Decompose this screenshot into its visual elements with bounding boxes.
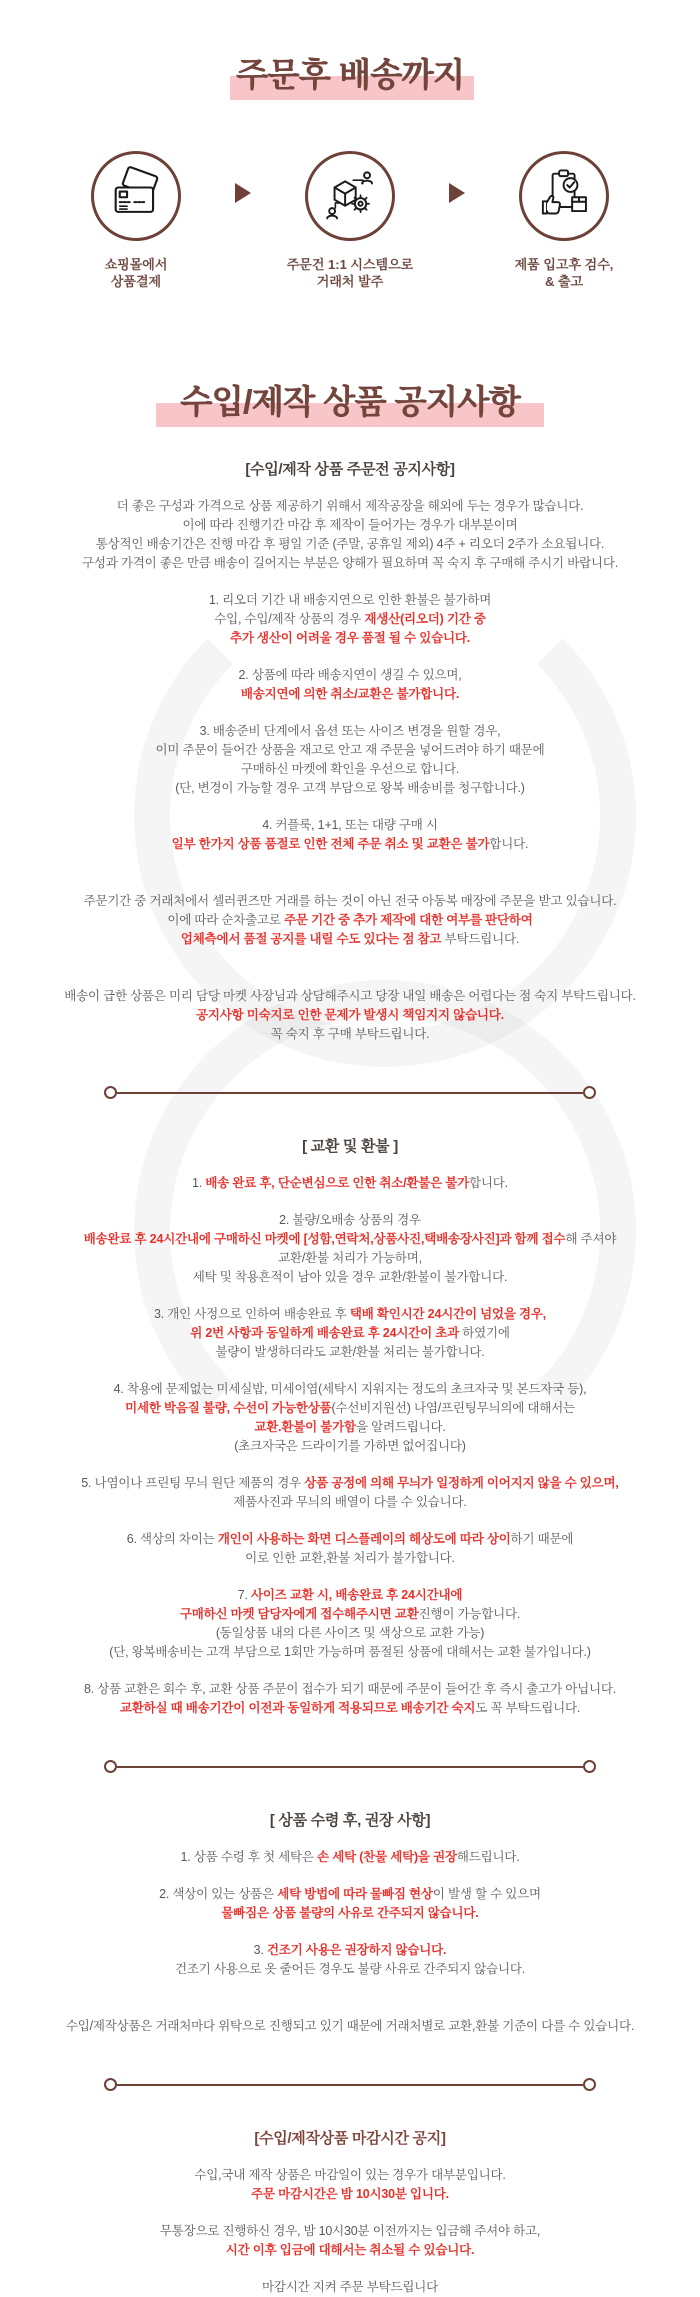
- notice-line: [30, 2278, 670, 2297]
- notice-line: [30, 685, 670, 704]
- arrow-right-icon: [235, 183, 251, 203]
- notice-line: [30, 722, 670, 741]
- arrow-right-icon: [449, 183, 465, 203]
- section-heading: [ 상품 수령 후, 권장 사항]: [269, 1812, 431, 1829]
- text-segment: 2. 불량/오배송 상품의 경우: [279, 1213, 421, 1227]
- notice-line: [30, 2185, 670, 2204]
- text-segment: 이에 따라 진행기간 마감 후 제작이 들어가는 경우가 대부분이며: [182, 518, 518, 532]
- text-segment: 세탁 및 착용흔적이 남아 있을 경우 교환/환불이 불가합니다.: [192, 1270, 508, 1284]
- text-segment: 수입, 수입/제작 상품의 경우: [214, 612, 365, 626]
- text-segment: 개인이 사용하는 화면 디스플레이의 해상도에 따라 상이: [217, 1532, 511, 1546]
- text-segment: 을 알려드립니다.: [355, 1420, 446, 1434]
- text-segment: 교환.환불이 불가함: [254, 1420, 356, 1434]
- text-segment: 해드립니다.: [456, 1850, 520, 1864]
- text-segment: (수선비지원선) 나염/프린팅무늬의에 대해서는: [331, 1401, 575, 1415]
- notice-paragraph: [30, 816, 670, 854]
- text-segment: 6. 색상의 차이는: [126, 1532, 218, 1546]
- notice-paragraph: [30, 1530, 670, 1568]
- text-segment: 마감시간 지켜 주문 부탁드립니다: [261, 2280, 439, 2294]
- text-segment: 세탁 방법에 따라 물빠짐 현상: [277, 1887, 433, 1901]
- text-segment: 배송지연에 의한 취소/교환은 불가합니다.: [240, 687, 460, 701]
- text-segment: 재생산(리오더) 기간 중: [364, 612, 486, 626]
- notice-line: [30, 535, 670, 554]
- text-segment: 더 좋은 구성과 가격으로 상품 제공하기 위해서 제작공장을 해외에 두는 경우가 많습니다.: [116, 499, 584, 513]
- notice-section: [0, 458, 700, 1044]
- notice-line: [30, 1624, 670, 1643]
- divider-line: [117, 2084, 583, 2086]
- step-caption-line: 상품결제: [110, 274, 162, 289]
- notice-line: [30, 1493, 670, 1512]
- notice-line: [30, 911, 670, 930]
- section-heading: [ 교환 및 환불 ]: [302, 1138, 398, 1155]
- notice-line: [30, 1437, 670, 1456]
- notice-line: [30, 816, 670, 835]
- notice-line: [30, 516, 670, 535]
- notice-line: [30, 1399, 670, 1418]
- text-segment: 8. 상품 교환은 회수 후, 교환 상품 주문이 접수가 되기 때문에 주문이 들어간 후 즉시 출고가 아닙니다.: [83, 1682, 617, 1696]
- step-circle: [91, 151, 181, 241]
- section-divider: [104, 2078, 596, 2091]
- text-segment: 1. 상품 수령 후 첫 세탁은: [180, 1850, 318, 1864]
- notice-line: [30, 987, 670, 1006]
- notice-paragraph: [30, 1885, 670, 1923]
- text-segment: 1.: [192, 1176, 206, 1190]
- text-segment: 1. 리오더 기간 내 배송지연으로 인한 환불은 불가하며: [208, 593, 492, 607]
- notice-line: [30, 1249, 670, 1268]
- text-segment: 주문 마감시간은 밤 10시30분 입니다.: [251, 2187, 449, 2201]
- divider-ring-left: [104, 1086, 117, 1099]
- credit-card-icon: [110, 168, 162, 225]
- notice-paragraph: [30, 2222, 670, 2260]
- text-segment: 배송이 급한 상품은 미리 담당 마켓 사장님과 상담해주시고 당장 내일 배송은 어렵다는 점 숙지 부탁드립니다.: [64, 989, 636, 1003]
- notice-paragraph: [30, 1848, 670, 1867]
- notice-paragraph: [30, 1211, 670, 1287]
- notice-line: [30, 1380, 670, 1399]
- text-segment: 사이즈 교환 시, 배송완료 후 24시간내에: [251, 1588, 463, 1602]
- text-segment: 주문 기간 중 추가 제작에 대한 여부를 판단하여: [284, 913, 533, 927]
- page-title-import-notice: [180, 382, 520, 422]
- text-segment: (단, 변경이 가능할 경우 고객 부담으로 왕복 배송비를 청구합니다.): [175, 781, 525, 795]
- text-segment: 불량이 발생하더라도 교환/환불 처리는 불가합니다.: [215, 1345, 485, 1359]
- notice-paragraph: [30, 2278, 670, 2297]
- notice-line: [30, 1418, 670, 1437]
- text-segment: 시간 이후 입금에 대해서는 취소될 수 있습니다.: [225, 2243, 475, 2257]
- notice-line: [30, 610, 670, 629]
- text-segment: 추가 생산이 어려울 경우 품절 될 수 있습니다.: [230, 631, 470, 645]
- divider-ring-left: [104, 2078, 117, 2091]
- text-segment: 이 발생 할 수 있으며: [432, 1887, 541, 1901]
- text-segment: 2. 색상이 있는 상품은: [159, 1887, 278, 1901]
- divider-line: [117, 1092, 583, 1094]
- notice-line: [30, 554, 670, 573]
- notice-line: [30, 1885, 670, 1904]
- notice-line: [30, 892, 670, 911]
- text-segment: 제품사진과 무늬의 배열이 다를 수 있습니다.: [233, 1495, 467, 1509]
- notice-paragraph: [30, 666, 670, 704]
- notice-section: [0, 1809, 700, 2036]
- page-title-order-to-delivery: [236, 55, 464, 95]
- notice-line: [30, 1211, 670, 1230]
- notice-line: [30, 1643, 670, 1662]
- text-segment: 일부 한가지 상품 품절로 인한 전체 주문 취소 및 교환은 불가: [171, 837, 490, 851]
- notice-section: [0, 2127, 700, 2297]
- order-process-steps: [0, 151, 700, 290]
- section-divider: [104, 1760, 596, 1773]
- text-segment: 합니다.: [469, 1176, 508, 1190]
- step-caption-line: 제품 입고후 검수,: [514, 257, 614, 272]
- notice-line: [30, 1904, 670, 1923]
- notice-line: [30, 760, 670, 779]
- notice-sections: [0, 458, 700, 2297]
- text-segment: 3.: [253, 1943, 267, 1957]
- text-segment: 이에 따라 순차출고로: [167, 913, 285, 927]
- notice-line: [30, 835, 670, 854]
- section-divider: [104, 1086, 596, 1099]
- step-caption-line: 쇼핑몰에서: [104, 257, 168, 272]
- notice-paragraph: [30, 892, 670, 949]
- step-circle: [305, 151, 395, 241]
- notice-paragraph: [30, 1941, 670, 1979]
- notice-section: [0, 1135, 700, 1718]
- step-caption-line: 주문건 1:1 시스템으로: [286, 257, 414, 272]
- order-system-icon: [324, 168, 376, 225]
- divider-ring-right: [583, 2078, 596, 2091]
- text-segment: (동일상품 내의 다른 사이즈 및 색상으로 교환 가능): [215, 1626, 485, 1640]
- step-circle: [519, 151, 609, 241]
- text-segment: 교환하실 때 배송기간이 이전과 동일하게 적용되므로 배송기간 숙지: [119, 1701, 476, 1715]
- notice-line: [30, 1549, 670, 1568]
- step-caption-line: 거래처 발주: [316, 274, 384, 289]
- text-segment: 2. 상품에 따라 배송지연이 생길 수 있으며,: [238, 668, 462, 682]
- notice-line: [30, 1680, 670, 1699]
- step-payment: [47, 151, 225, 290]
- notice-line: [30, 2241, 670, 2260]
- notice-paragraph: [30, 1305, 670, 1362]
- notice-paragraph: [30, 1474, 670, 1512]
- notice-line: [30, 1006, 670, 1025]
- page-title-text: 주문후 배송까지: [235, 56, 465, 93]
- notice-line: [30, 1941, 670, 1960]
- notice-line: [30, 1324, 670, 1343]
- text-segment: 미세한 박음질 불량, 수선이 가능한상품: [125, 1401, 332, 1415]
- notice-paragraph: [30, 1680, 670, 1718]
- section-heading: [수입/제작상품 마감시간 공지]: [254, 2130, 446, 2147]
- text-segment: 하였기에: [459, 1326, 510, 1340]
- divider-ring-left: [104, 1760, 117, 1773]
- text-segment: 주문기간 중 거래처에서 셀러퀸즈만 거래를 하는 것이 아닌 전국 아동복 매장에 주문을 받고 있습니다.: [83, 894, 617, 908]
- notice-paragraph: [30, 591, 670, 648]
- notice-paragraph: [30, 1174, 670, 1193]
- notice-paragraph: [30, 497, 670, 573]
- notice-line: [30, 930, 670, 949]
- text-segment: 수입,국내 제작 상품은 마감일이 있는 경우가 대부분입니다.: [194, 2168, 506, 2182]
- text-segment: 통상적인 배송기간은 진행 마감 후 평일 기준 (주말, 공휴일 제외) 4주 + 리오더 2주가 소요됩니다.: [95, 537, 605, 551]
- text-segment: (초크자국은 드라이기를 가하면 없어집니다): [234, 1439, 466, 1453]
- text-segment: 무통장으로 진행하신 경우, 밤 10시30분 이전까지는 입금해 주셔야 하고,: [159, 2224, 541, 2238]
- notice-line: [30, 1474, 670, 1493]
- notice-line: [30, 497, 670, 516]
- divider-line: [117, 1766, 583, 1768]
- step-caption: [287, 256, 413, 290]
- text-segment: 구성과 가격이 좋은 만큼 배송이 길어지는 부분은 양해가 필요하며 꼭 숙지 후 구매해 주시기 바랍니다.: [82, 556, 618, 570]
- notice-paragraph: [30, 2166, 670, 2204]
- notice-line: [30, 1025, 670, 1044]
- text-segment: 5. 나염이나 프린팅 무늬 원단 제품의 경우: [81, 1476, 305, 1490]
- text-segment: 배송 완료 후, 단순변심으로 인한 취소/환불은 불가: [205, 1176, 470, 1190]
- text-segment: 건조기 사용으로 옷 줄어든 경우도 불량 사유로 간주되지 않습니다.: [174, 1962, 526, 1976]
- step-caption: [105, 256, 168, 290]
- text-segment: 4. 커플룩, 1+1, 또는 대량 구매 시: [262, 818, 438, 832]
- step-order-system: [261, 151, 439, 290]
- notice-paragraph: [30, 1586, 670, 1662]
- inspect-ship-icon: [538, 168, 590, 225]
- notice-paragraph: [30, 987, 670, 1044]
- notice-line: [30, 591, 670, 610]
- notice-line: [30, 666, 670, 685]
- notice-title-wrap: [0, 382, 700, 422]
- text-segment: 교환/환불 처리가 가능하며,: [278, 1251, 422, 1265]
- notice-paragraph: [30, 2017, 670, 2036]
- text-segment: 손 세탁 (찬물 세탁)을 권장: [317, 1850, 457, 1864]
- notice-line: [30, 2166, 670, 2185]
- text-segment: 위 2번 사항과 동일하게 배송완료 후 24시간이 초과: [190, 1326, 459, 1340]
- text-segment: (단, 왕복배송비는 고객 부담으로 1회만 가능하며 품절된 상품에 대해서는 교환 불가입니다.): [109, 1645, 591, 1659]
- text-segment: 상품 공정에 의해 무늬가 일정하게 이어지지 않을 수 있으며,: [304, 1476, 619, 1490]
- text-segment: 수입/제작상품은 거래처마다 위탁으로 진행되고 있기 때문에 거래처별로 교환,환불 기준이 다를 수 있습니다.: [65, 2019, 635, 2033]
- notice-line: [30, 1530, 670, 1549]
- step-caption-line: & 출고: [544, 274, 584, 289]
- text-segment: 이미 주문이 들어간 상품을 재고로 안고 재 주문을 넣어드려야 하기 때문에: [155, 743, 545, 757]
- text-segment: 꼭 숙지 후 구매 부탁드립니다.: [270, 1027, 430, 1041]
- text-segment: 이로 인한 교환,환불 처리가 불가합니다.: [245, 1551, 455, 1565]
- notice-line: [30, 1230, 670, 1249]
- notice-line: [30, 1268, 670, 1287]
- notice-line: [30, 1343, 670, 1362]
- text-segment: 3. 배송준비 단계에서 옵션 또는 사이즈 변경을 원할 경우,: [199, 724, 501, 738]
- notice-line: [30, 1699, 670, 1718]
- text-segment: 3. 개인 사정으로 인하여 배송완료 후: [153, 1307, 350, 1321]
- text-segment: 물빠짐은 상품 불량의 사유로 간주되지 않습니다.: [221, 1906, 479, 1920]
- notice-line: [30, 1848, 670, 1867]
- notice-paragraph: [30, 722, 670, 798]
- divider-ring-right: [583, 1760, 596, 1773]
- notice-line: [30, 1586, 670, 1605]
- text-segment: 진행이 가능합니다.: [418, 1607, 521, 1621]
- notice-line: [30, 629, 670, 648]
- notice-line: [30, 1605, 670, 1624]
- text-segment: 업체측에서 품절 공지를 내릴 수도 있다는 점 참고: [180, 932, 442, 946]
- text-segment: 택배 확인시간 24시간이 넘었을 경우,: [349, 1307, 547, 1321]
- step-caption: [515, 256, 614, 290]
- text-segment: 7.: [237, 1588, 252, 1602]
- divider-ring-right: [583, 1086, 596, 1099]
- text-segment: 해 주셔야: [565, 1232, 617, 1246]
- text-segment: 구매하신 마켓에 확인을 우선으로 합니다.: [240, 762, 460, 776]
- notice-line: [30, 1305, 670, 1324]
- step-inspection-shipping: [475, 151, 653, 290]
- page-header: [0, 0, 700, 422]
- notice-paragraph: [30, 1380, 670, 1456]
- section-heading: [수입/제작 상품 주문전 공지사항]: [245, 461, 455, 478]
- notice-line: [30, 2017, 670, 2036]
- text-segment: 합니다.: [489, 837, 529, 851]
- text-segment: 하기 때문에: [510, 1532, 574, 1546]
- text-segment: 도 꼭 부탁드립니다.: [475, 1701, 581, 1715]
- text-segment: 배송완료 후 24시간내에 구매하신 마켓에 [성함,연락처,상품사진,택배송장사진]과 함께 접수: [83, 1232, 566, 1246]
- text-segment: 구매하신 마켓 담당자에게 접수해주시면 교환: [179, 1607, 419, 1621]
- page-title-text: 수입/제작 상품 공지사항: [180, 383, 520, 420]
- text-segment: 부탁드립니다.: [441, 932, 520, 946]
- text-segment: 건조기 사용은 권장하지 않습니다.: [266, 1943, 447, 1957]
- text-segment: 공지사항 미숙지로 인한 문제가 발생시 책임지지 않습니다.: [196, 1008, 504, 1022]
- notice-line: [30, 779, 670, 798]
- text-segment: 4. 착용에 문제없는 미세실밥, 미세이염(세탁시 지워지는 정도의 초크자국 및 본드자국 등),: [113, 1382, 587, 1396]
- notice-line: [30, 2222, 670, 2241]
- notice-line: [30, 1960, 670, 1979]
- notice-line: [30, 741, 670, 760]
- notice-line: [30, 1174, 670, 1193]
